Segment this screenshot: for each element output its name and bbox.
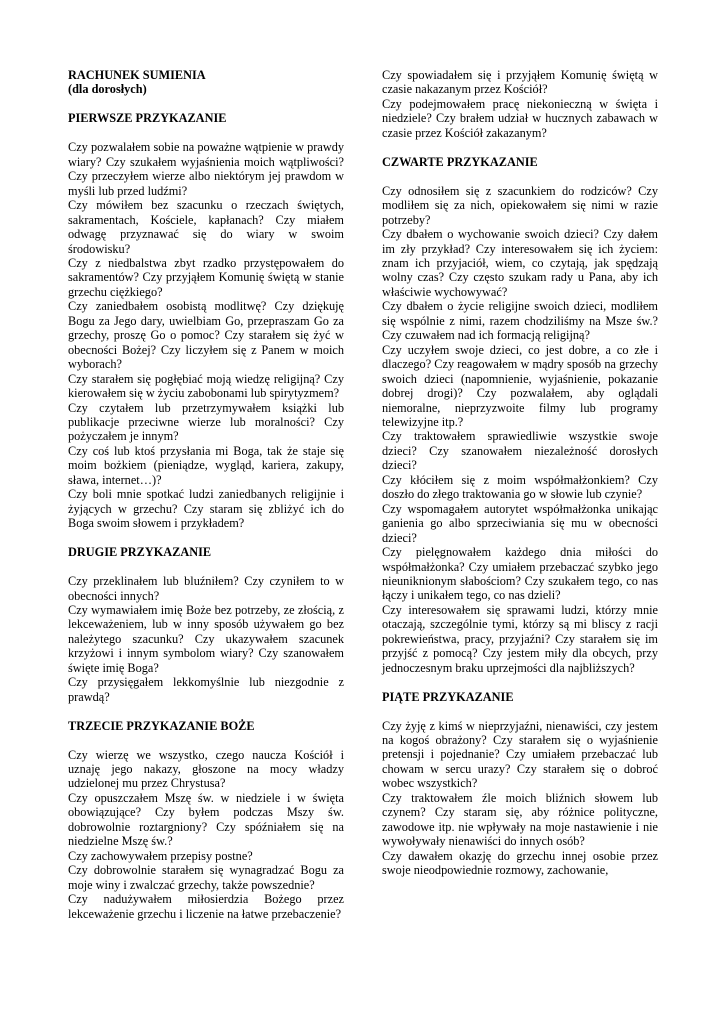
paragraph: Czy pielęgnowałem każdego dnia miłości do współmałżonka? Czy umiałem przebaczać szybko jego nieuniknionym słabościom? Czy szukałem tego, co nas łączy i unikałem tego, co nas dzieli? [382, 545, 658, 603]
paragraph: Czy interesowałem się sprawami ludzi, którzy mnie otaczają, szczególnie tymi, którzy są mi bliscy z racji pokrewieństwa, pracy, przyjaźni? Czy starałem się im przyjść z pomocą? Czy jestem miły dla obcych, przy jednoczesnym braku uprzejmości dla najbliższych? [382, 602, 658, 675]
paragraph: Czy opuszczałem Mszę św. w niedziele i w święta obowiązujące? Czy byłem podczas Mszy św. dobrowolnie roztargniony? Czy spóźniałem się na niedzielne Mszę św.? [68, 790, 344, 849]
paragraph: Czy wierzę we wszystko, czego naucza Kościół i uznaję jego nakazy, głoszone na mocy władzy udzielonej mu przez Chrystusa? [68, 747, 344, 791]
paragraph: Czy z niedbalstwa zbyt rzadko przystępowałem do sakramentów? Czy przyjąłem Komunię świętą w stanie grzechu ciężkiego? [68, 255, 344, 299]
section-heading-third: TRZECIE PRZYKAZANIE BOŻE [68, 718, 255, 733]
section-heading-fourth: CZWARTE PRZYKAZANIE [382, 154, 538, 169]
paragraph: Czy traktowałem sprawiedliwie wszystkie swoje dzieci? Czy szanowałem niezależność dorosłych dzieci? [382, 429, 658, 473]
paragraph: Czy boli mnie spotkać ludzi zaniedbanych religijnie i żyjących w grzechu? Czy staram się zbliżyć ich do Boga swoim słowem i przykładem? [68, 487, 344, 531]
left-column [68, 68, 344, 921]
section-heading-first: PIERWSZE PRZYKAZANIE [68, 111, 227, 126]
paragraph: Czy dobrowolnie starałem się wynagradzać Bogu za moje winy i zwalczać grzechy, także powszednie? [68, 863, 344, 892]
paragraph: Czy traktowałem źle moich bliźnich słowem lub czynem? Czy staram się, aby różnice polityczne, zawodowe itp. nie wpływały na moje nastawienie i nie wywoływały nienawiści do innych osób? [382, 790, 658, 849]
paragraph: Czy mówiłem bez szacunku o rzeczach świętych, sakramentach, Kościele, kapłanach? Czy miałem odwagę przyznawać się do wiary w swoim środowisku? [68, 198, 344, 256]
paragraph: Czy kłóciłem się z moim współmałżonkiem? Czy doszło do złego traktowania go w słowie lub czynie? [382, 472, 658, 502]
section-heading-second: DRUGIE PRZYKAZANIE [68, 545, 212, 560]
paragraph: Czy przysięgałem lekkomyślnie lub niezgodnie z prawdą? [68, 675, 344, 704]
section-heading-fifth: PIĄTE PRZYKAZANIE [382, 689, 514, 704]
paragraph: Czy wspomagałem autorytet współmałżonka unikając ganienia go albo sprzeciwiania się mu w obecności dzieci? [382, 501, 658, 545]
paragraph: Czy zaniedbałem osobistą modlitwę? Czy dziękuję Bogu za Jego dary, uwielbiam Go, przepraszam Go za grzechy, proszę Go o pomoc? Czy starałem się żyć w obecności Bożej? Czy liczyłem się z Panem w moich wyborach? [68, 299, 344, 372]
paragraph: Czy zachowywałem przepisy postne? [68, 848, 253, 863]
paragraph: Czy podejmowałem pracę niekonieczną w święta i niedziele? Czy brałem udział w hucznych zabawach w czasie przez Kościół zakazanym? [382, 96, 658, 140]
paragraph: Czy wymawiałem imię Boże bez potrzeby, ze złością, z lekceważeniem, lub w inny sposób używałem go bez należytego szacunku? Czy ukazywałem szacunek krzyżowi i innym symbolom wiary? Czy szanowałem święte imię Boga? [68, 602, 344, 675]
paragraph: Czy coś lub ktoś przysłania mi Boga, tak że staje się moim bożkiem (pieniądze, wygląd, kariera, zakupy, sława, internet…)? [68, 443, 344, 487]
paragraph: Czy odnosiłem się z szacunkiem do rodziców? Czy modliłem się za nich, opiekowałem się nimi w razie potrzeby? [382, 183, 658, 227]
paragraph: Czy nadużywałem miłosierdzia Bożego przez lekceważenie grzechu i liczenie na łatwe przebaczenie? [68, 892, 344, 921]
paragraph: Czy dbałem o wychowanie swoich dzieci? Czy dałem im zły przykład? Czy interesowałem się ich życiem: znam ich przyjaciół, wiem, co czytają, jak spędzają wolny czas? Czy często szukam rady u Pana, aby ich właściwie wychowywać? [382, 227, 658, 299]
document-subtitle: (dla dorosłych) [68, 82, 147, 97]
paragraph: Czy uczyłem swoje dzieci, co jest dobre, a co złe i dlaczego? Czy reagowałem w mądry sposób na grzechy swoich dzieci (napomnienie, wyjaśnienie, pokazanie dobrej drogi)? Czy pozwalałem, aby oglądali niemoralne, nieprzyzwoite filmy lub programy telewizyjne itp.? [382, 342, 658, 429]
paragraph: Czy dawałem okazję do grzechu innej osobie przez swoje nieodpowiednie rozmowy, zachowanie, [382, 848, 658, 878]
paragraph: Czy starałem się pogłębiać moją wiedzę religijną? Czy kierowałem się w życiu zabobonami lub spirytyzmem? [68, 371, 344, 401]
right-column [382, 68, 658, 878]
paragraph: Czy dbałem o życie religijne swoich dzieci, modliłem się wspólnie z nimi, razem chodziliśmy na Msze św.? Czy czuwałem nad ich formacją religijną? [382, 299, 658, 343]
paragraph: Czy spowiadałem się i przyjąłem Komunię świętą w czasie nakazanym przez Kościół? [382, 68, 658, 97]
paragraph: Czy przeklinałem lub bluźniłem? Czy czyniłem to w obecności innych? [68, 574, 344, 603]
paragraph: Czy żyję z kimś w nieprzyjaźni, nienawiści, czy jestem na kogoś obrażony? Czy starałem się o wyjaśnienie pretensji i pojednanie? Czy umiałem przebaczać lub chowam w sercu urazy? Czy starałem się o dobroć wobec wszystkich? [382, 718, 658, 791]
document-title: RACHUNEK SUMIENIA [68, 68, 206, 82]
paragraph: Czy pozwalałem sobie na poważne wątpienie w prawdy wiary? Czy szukałem wyjaśnienia moich wątpliwości? Czy przeczyłem wierze albo niektórym jej prawdom w myśli lub przed ludźmi? [68, 140, 344, 198]
paragraph: Czy czytałem lub przetrzymywałem książki lub publikacje przeciwne wierze lub moralności? Czy pożyczałem je innym? [68, 400, 344, 444]
